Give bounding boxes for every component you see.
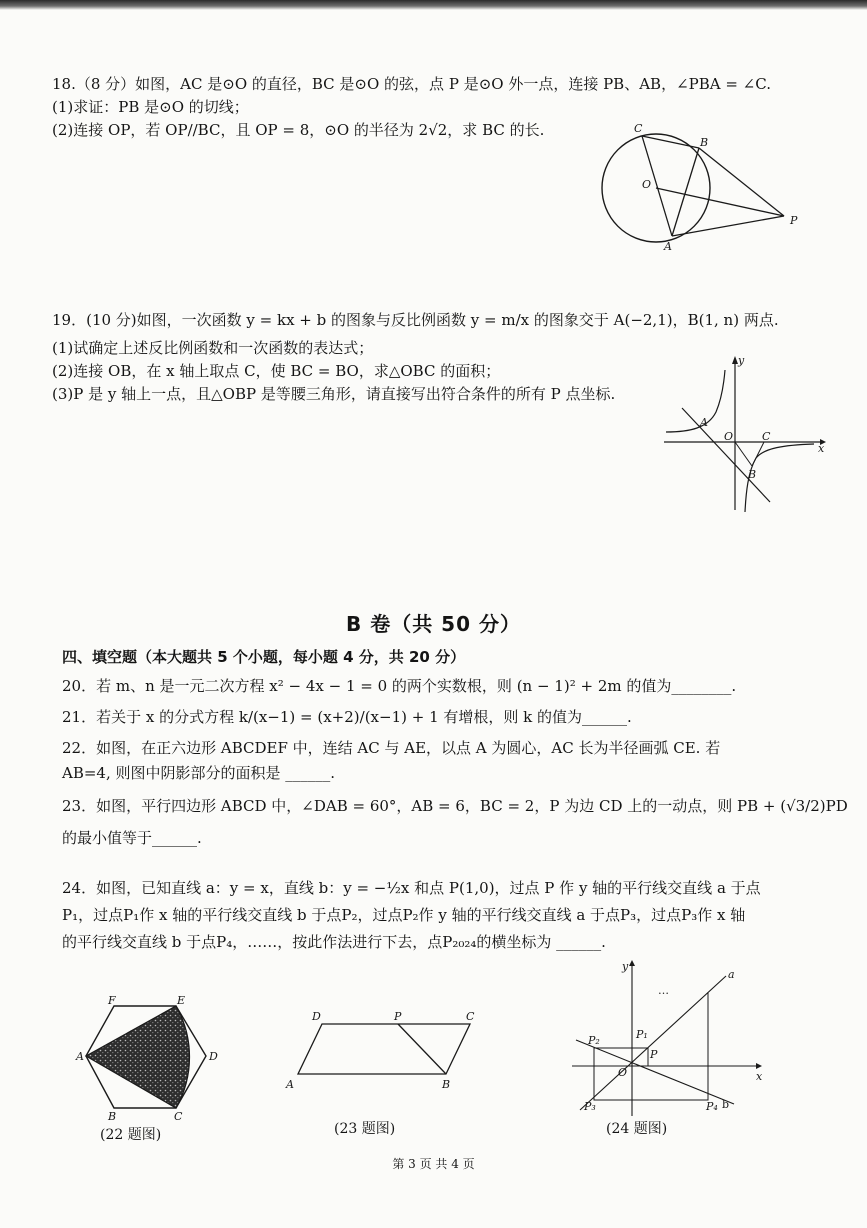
segment-ob xyxy=(735,442,752,466)
label-e: E xyxy=(177,994,186,1007)
label-b: b xyxy=(722,1098,730,1111)
fig24-figure xyxy=(566,958,766,1120)
label-p2: P₂ xyxy=(588,1034,600,1047)
label-p: P xyxy=(394,1010,402,1023)
label-b: B xyxy=(108,1110,117,1122)
label-f: F xyxy=(108,994,116,1007)
q19-part3: (3)P 是 y 轴上一点，且△OBP 是等腰三角形，请直接写出符合条件的所有 P 点坐标. xyxy=(52,385,616,403)
label-dots: … xyxy=(658,984,669,997)
label-a: A xyxy=(700,416,708,429)
label-p: P xyxy=(650,1048,658,1061)
label-c: C xyxy=(466,1010,475,1023)
label-b: B xyxy=(442,1078,451,1091)
fig22-hexagon xyxy=(74,994,224,1122)
parallelogram-abcd xyxy=(298,1024,470,1074)
linear-function xyxy=(682,408,770,502)
q19-figure xyxy=(660,352,828,514)
label-x: x xyxy=(756,1070,763,1083)
label-o: O xyxy=(618,1066,628,1079)
q19-stem: 19．(10 分)如图，一次函数 y = kx + b 的图象与反比例函数 y = m/x 的图象交于 A(−2,1)，B(1, n) 两点. xyxy=(52,311,779,329)
label-y: y xyxy=(738,354,745,367)
label-y: y xyxy=(622,960,629,973)
label-p1: P₁ xyxy=(636,1028,648,1041)
label-p3: P₃ xyxy=(584,1100,596,1113)
q18-stem: 18.（8 分）如图，AC 是⊙O 的直径，BC 是⊙O 的弦，点 P 是⊙O 外一点，连接 PB、AB，∠PBA = ∠C. xyxy=(52,75,771,93)
q22-line2: AB=4, 则图中阴影部分的面积是 ______. xyxy=(62,764,336,782)
q23-line2: 的最小值等于______. xyxy=(62,829,202,847)
label-c: C xyxy=(174,1110,183,1122)
page-number: 第 3 页 共 4 页 xyxy=(392,1157,475,1171)
line-a xyxy=(580,976,726,1110)
label-b: B xyxy=(748,468,757,481)
q20: 20．若 m、n 是一元二次方程 x² − 4x − 1 = 0 的两个实数根，则 (n − 1)² + 2m 的值为________. xyxy=(62,677,737,695)
scan-top-edge xyxy=(0,0,867,10)
q24-line2: P₁，过点P₁作 x 轴的平行线交直线 b 于点P₂，过点P₂作 y 轴的平行线交直线 a 于点P₃，过点P₃作 x 轴 xyxy=(62,906,746,924)
segment-bc xyxy=(752,442,764,466)
chord-bc xyxy=(642,136,699,148)
q21: 21．若关于 x 的分式方程 k/(x−1) = (x+2)/(x−1) + 1 有增根，则 k 的值为______. xyxy=(62,708,632,726)
q18-part2: (2)连接 OP，若 OP//BC，且 OP = 8，⊙O 的半径为 2√2，求 BC 的长. xyxy=(52,121,545,139)
segment-pb xyxy=(699,148,784,216)
segment-pa xyxy=(672,216,784,236)
x-axis-arrow xyxy=(756,1063,762,1069)
q22-line1: 22．如图，在正六边形 ABCDEF 中，连结 AC 与 AE，以点 A 为圆心，AC 长为半径画弧 CE. 若 xyxy=(62,739,721,757)
label-o: O xyxy=(724,430,734,443)
part-b-title: B 卷（共 50 分） xyxy=(346,612,521,636)
fig23-parallelogram xyxy=(284,1006,484,1096)
shaded-sector xyxy=(86,1006,190,1108)
q18-figure xyxy=(596,118,806,258)
label-a: a xyxy=(728,968,735,981)
label-d: D xyxy=(209,1050,218,1063)
label-a: A xyxy=(286,1078,294,1091)
q19-part1: (1)试确定上述反比例函数和一次函数的表达式； xyxy=(52,339,374,357)
label-b: B xyxy=(700,136,709,149)
label-a: A xyxy=(664,240,672,253)
fig24-caption: (24 题图) xyxy=(606,1121,668,1137)
segment-pb xyxy=(398,1024,446,1074)
label-c: C xyxy=(762,430,771,443)
label-d: D xyxy=(312,1010,321,1023)
y-axis-arrow xyxy=(629,960,635,966)
q23-line1: 23．如图，平行四边形 ABCD 中，∠DAB = 60°，AB = 6，BC = 2，P 为边 CD 上的一动点，则 PB + (√3/2)PD xyxy=(62,797,848,815)
q18-part1: (1)求证：PB 是⊙O 的切线； xyxy=(52,98,249,116)
label-c: C xyxy=(634,122,643,135)
q19-part2: (2)连接 OB，在 x 轴上取点 C，使 BC = BO，求△OBC 的面积； xyxy=(52,362,501,380)
label-o: O xyxy=(642,178,652,191)
q24-line3: 的平行线交直线 b 于点P₄，……，按此作法进行下去，点P₂₀₂₄的横坐标为 ______. xyxy=(62,933,606,951)
q24-line1: 24．如图，已知直线 a：y = x，直线 b：y = −½x 和点 P(1,0)，过点 P 作 y 轴的平行线交直线 a 于点 xyxy=(62,879,761,897)
label-p: P xyxy=(790,214,798,227)
fig22-caption: (22 题图) xyxy=(100,1127,162,1143)
label-p4: P₄ xyxy=(706,1100,718,1113)
label-x: x xyxy=(818,442,825,455)
fig23-caption: (23 题图) xyxy=(334,1121,396,1137)
label-a: A xyxy=(76,1050,84,1063)
segment-op xyxy=(656,188,784,216)
section-heading: 四、填空题（本大题共 5 个小题，每小题 4 分，共 20 分） xyxy=(62,648,466,666)
